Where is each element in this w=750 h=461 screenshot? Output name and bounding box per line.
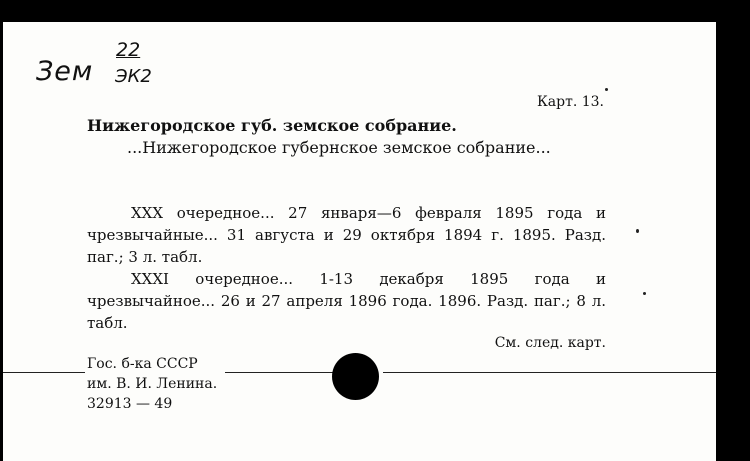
speck	[643, 292, 646, 295]
library-name: Гос. б-ка СССР	[87, 356, 198, 372]
title-paragraph: ...Нижегородское губернское земское собрание...	[127, 138, 551, 157]
speck	[605, 88, 608, 91]
divider-line	[225, 372, 335, 373]
card-number: Карт. 13.	[536, 94, 604, 110]
library-dedication: им. В. И. Ленина.	[87, 376, 218, 392]
see-next-card: См. след. карт.	[494, 335, 606, 351]
divider-line	[383, 372, 716, 373]
divider-line	[3, 372, 85, 373]
handwritten-prefix: Зем	[36, 56, 94, 87]
entry-item: XXXI очередное... 1-13 декабря 1895 года и чрезвычайное... 26 и 27 апреля 1896 года. 1896. Разд. паг.; 8 л. табл.	[87, 270, 606, 332]
card-heading: Нижегородское губ. земское собрание.	[87, 116, 457, 135]
entry-item: XXX очередное... 27 января—6 февраля 1895 года и чрезвычайные... 31 августа и 29 октября 1894 г. 1895. Разд. паг.; 3 л. табл.	[87, 204, 606, 266]
catalog-card	[3, 22, 716, 461]
handwritten-numerator: 22	[116, 39, 141, 61]
library-number: 32913 — 49	[87, 396, 173, 412]
punch-hole	[332, 353, 379, 400]
library-stamp	[87, 354, 217, 414]
handwritten-denominator: ЭК2	[115, 66, 152, 87]
speck	[636, 229, 639, 233]
